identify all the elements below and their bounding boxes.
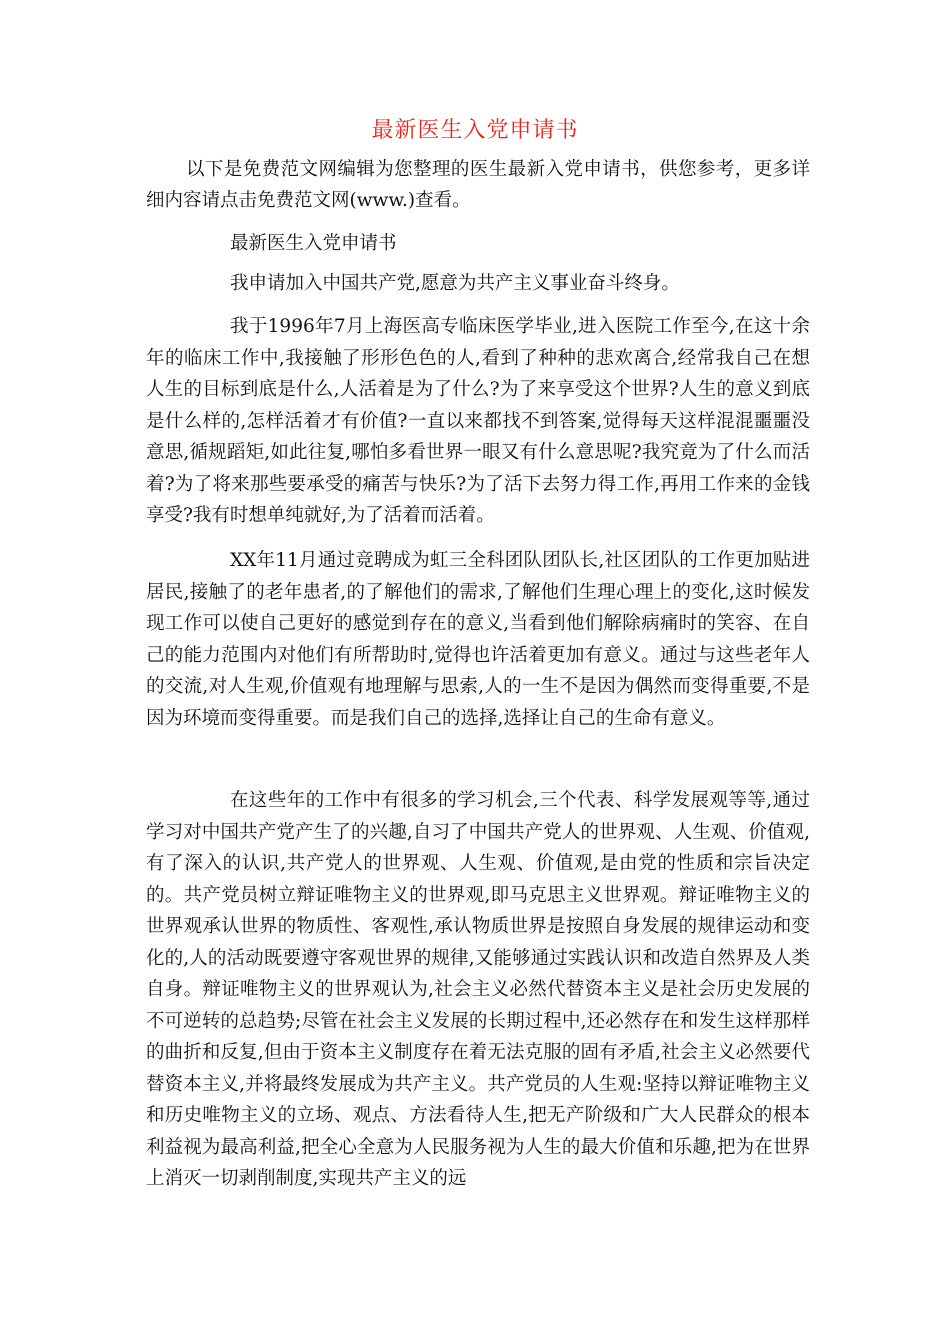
document-title: 最新医生入党申请书 — [371, 118, 579, 143]
intro-paragraph: 以下是免费范文网编辑为您整理的医生最新入党申请书，供您参考，更多详细内容请点击免费范文网(www.)查看。 — [146, 159, 810, 211]
body-paragraph: XX年11月通过竞聘成为虹三全科团队团队长,社区团队的工作更加贴进居民,接触了的老年患者,的了解他们的需求,了解他们生理心理上的变化,这时候发现工作可以使自己更好的感觉到存在的意义,当看到他们解除病痛时的笑容、在自己的能力范围内对他们有所帮助时,觉得也许活着更加有意义。通过与这些老年人的交流,对人生观,价值观有地理解与思索,人的一生不是因为偶然而变得重要,不是因为环境而变得重要。而是我们自己的选择,选择让自己的生命有意义。 — [146, 550, 810, 729]
document-subtitle: 最新医生入党申请书 — [230, 233, 397, 254]
body-paragraph: 我申请加入中国共产党,愿意为共产主义事业奋斗终身。 — [230, 273, 680, 294]
body-paragraph: 在这些年的工作中有很多的学习机会,三个代表、科学发展观等等,通过学习对中国共产党产生了的兴趣,自习了中国共产党人的世界观、人生观、价值观,有了深入的认识,共产党人的世界观、人生观、价值观,是由党的性质和宗旨决定的。共产党员树立辩证唯物主义的世界观,即马克思主义世界观。辩证唯物主义的世界观承认世界的物质性、客观性,承认物质世界是按照自身发展的规律运动和变化的,人的活动既要遵守客观世界的规律,又能够通过实践认识和改造自然界及人类自身。辩证唯物主义的世界观认为,社会主义必然代替资本主义是社会历史发展的不可逆转的总趋势;尽管在社会主义发展的长期过程中,还必然存在和发生这样那样的曲折和反复,但由于资本主义制度存在着无法克服的固有矛盾,社会主义必然要代替资本主义,并将最终发展成为共产主义。共产党员的人生观:坚持以辩证唯物主义和历史唯物主义的立场、观点、方法看待人生,把无产阶级和广大人民群众的根本利益视为最高利益,把全心全意为人民服务视为人生的最大价值和乐趣,把为在世界上消灭一切剥削制度,实现共产主义的远 — [146, 790, 810, 1189]
body-paragraph: 我于1996年7月上海医高专临床医学毕业,进入医院工作至今,在这十余年的临床工作中,我接触了形形色色的人,看到了种种的悲欢离合,经常我自己在想人生的目标到底是什么,人活着是为了什么?为了来享受这个世界?人生的意义到底是什么样的,怎样活着才有价值?一直以来都找不到答案,觉得每天这样混混噩噩没意思,循规蹈矩,如此往复,哪怕多看世界一眼又有什么意思呢?我究竟为了什么而活着?为了将来那些要承受的痛苦与快乐?为了活下去努力得工作,再用工作来的金钱享受?我有时想单纯就好,为了活着而活着。 — [146, 316, 810, 526]
